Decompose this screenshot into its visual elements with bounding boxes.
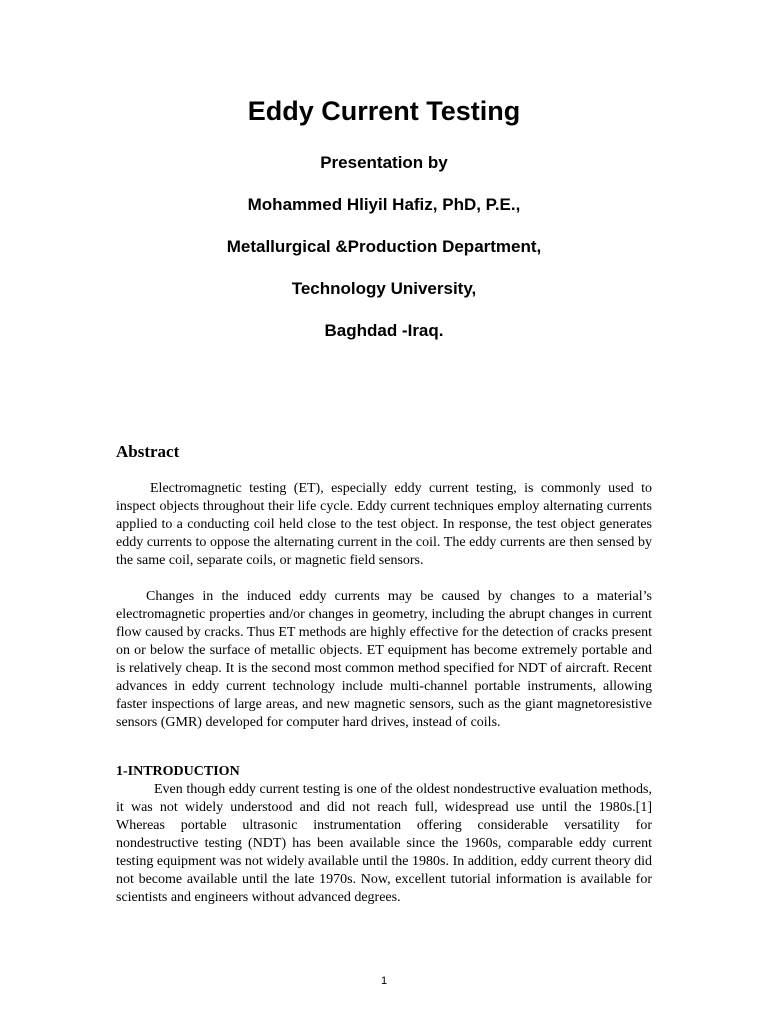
university-name: Technology University, bbox=[291, 279, 477, 298]
location-line: Baghdad -Iraq. bbox=[324, 321, 444, 340]
document-title: Eddy Current Testing bbox=[247, 96, 521, 126]
abstract-paragraph-2: Changes in the induced eddy currents may be caused by changes to a material’s electromagnetic properties and/or changes in geometry, including the abrupt changes in current flow caused by cracks. Thus ET methods are highly effective for the detection of cracks present on or below the surface of metallic objects. ET equipment has become extremely portable and is relatively cheap. It is the second most common method specified for NDT of aircraft. Recent advances in eddy current technology include multi-channel portable instruments, allowing faster inspections of large areas, and new magnetic sensors, such as the giant magnetoresistive sensors (GMR) developed for computer hard drives, instead of coils. bbox=[116, 589, 652, 730]
introduction-paragraph: Even though eddy current testing is one of the oldest nondestructive evaluation methods, it was not widely understood and did not reach full, widespread use until the 1980s.[1] Whereas portable ultrasonic instrumentation offering considerable versatility for nondestructive testing (NDT) has been available since the 1960s, comparable eddy current testing equipment was not widely available until the 1980s. In addition, eddy current theory did not become available until the late 1970s. Now, excellent tutorial information is available for scientists and engineers without advanced degrees. bbox=[116, 782, 652, 905]
abstract-heading: Abstract bbox=[116, 442, 180, 461]
page-number: 1 bbox=[380, 975, 388, 987]
introduction-heading: 1-INTRODUCTION bbox=[116, 764, 240, 779]
abstract-paragraph-1: Electromagnetic testing (ET), especially eddy current testing, is commonly used to inspect objects throughout their life cycle. Eddy current techniques employ alternating currents applied to a conducting coil held close to the test object. In response, the test object generates eddy currents to oppose the alternating current in the coil. The eddy currents are then sensed by the same coil, separate coils, or magnetic field sensors. bbox=[116, 481, 652, 568]
author-name: Mohammed Hliyil Hafiz, PhD, P.E., bbox=[247, 195, 521, 214]
department-name: Metallurgical &Production Department, bbox=[226, 237, 542, 256]
presentation-by-line: Presentation by bbox=[320, 153, 448, 172]
